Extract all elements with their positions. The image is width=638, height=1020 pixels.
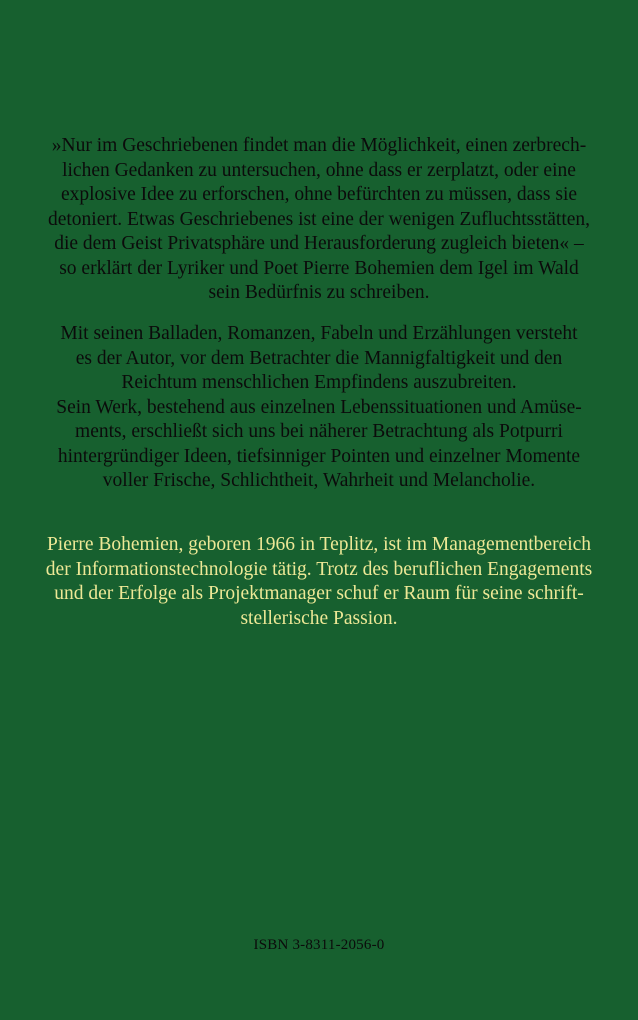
- description-line: Reichtum menschlichen Empfindens auszubreiten.: [121, 372, 517, 393]
- description-line: Sein Werk, bestehend aus einzelnen Lebenssituationen und Amüse-: [56, 396, 582, 418]
- bio-line: der Informationstechnologie tätig. Trotz des beruflichen Engagements: [45, 558, 593, 580]
- quote-paragraph: [40, 134, 598, 306]
- description-line: hintergründiger Ideen, tiefsinniger Pointen und einzelner Momente: [57, 445, 581, 467]
- quote-line: die dem Geist Privatsphäre und Herausforderung zugleich bieten« –: [54, 233, 584, 254]
- quote-line: detoniert. Etwas Geschriebenes ist eine der wenigen Zufluchtsstätten,: [47, 208, 591, 230]
- quote-line: sein Bedürfnis zu schreiben.: [208, 282, 430, 303]
- description-line: voller Frische, Schlichtheit, Wahrheit und Melancholie.: [102, 470, 536, 491]
- description-line: Mit seinen Balladen, Romanzen, Fabeln und Erzählungen versteht: [60, 323, 578, 344]
- isbn-number: ISBN 3-8311-2056-0: [253, 937, 385, 953]
- bio-line: stellerische Passion.: [240, 607, 398, 629]
- description-paragraph: [40, 322, 598, 494]
- quote-line: explosive Idee zu erforschen, ohne befürchten zu müssen, dass sie: [60, 184, 578, 205]
- author-bio-paragraph: [40, 533, 598, 631]
- bio-line: Pierre Bohemien, geboren 1966 in Teplitz, ist im Managementbereich: [46, 534, 592, 555]
- quote-line: »Nur im Geschriebenen findet man die Möglichkeit, einen zerbrech-: [51, 135, 587, 156]
- description-line: es der Autor, vor dem Betrachter die Mannigfaltigkeit und den: [75, 347, 563, 369]
- quote-line: lichen Gedanken zu untersuchen, ohne dass er zerplatzt, oder eine: [62, 159, 576, 181]
- description-line: ments, erschließt sich uns bei näherer Betrachtung als Potpurri: [75, 421, 563, 442]
- quote-line: so erklärt der Lyriker und Poet Pierre Bohemien dem Igel im Wald: [59, 257, 579, 279]
- bio-line: und der Erfolge als Projektmanager schuf er Raum für seine schrift-: [54, 583, 584, 604]
